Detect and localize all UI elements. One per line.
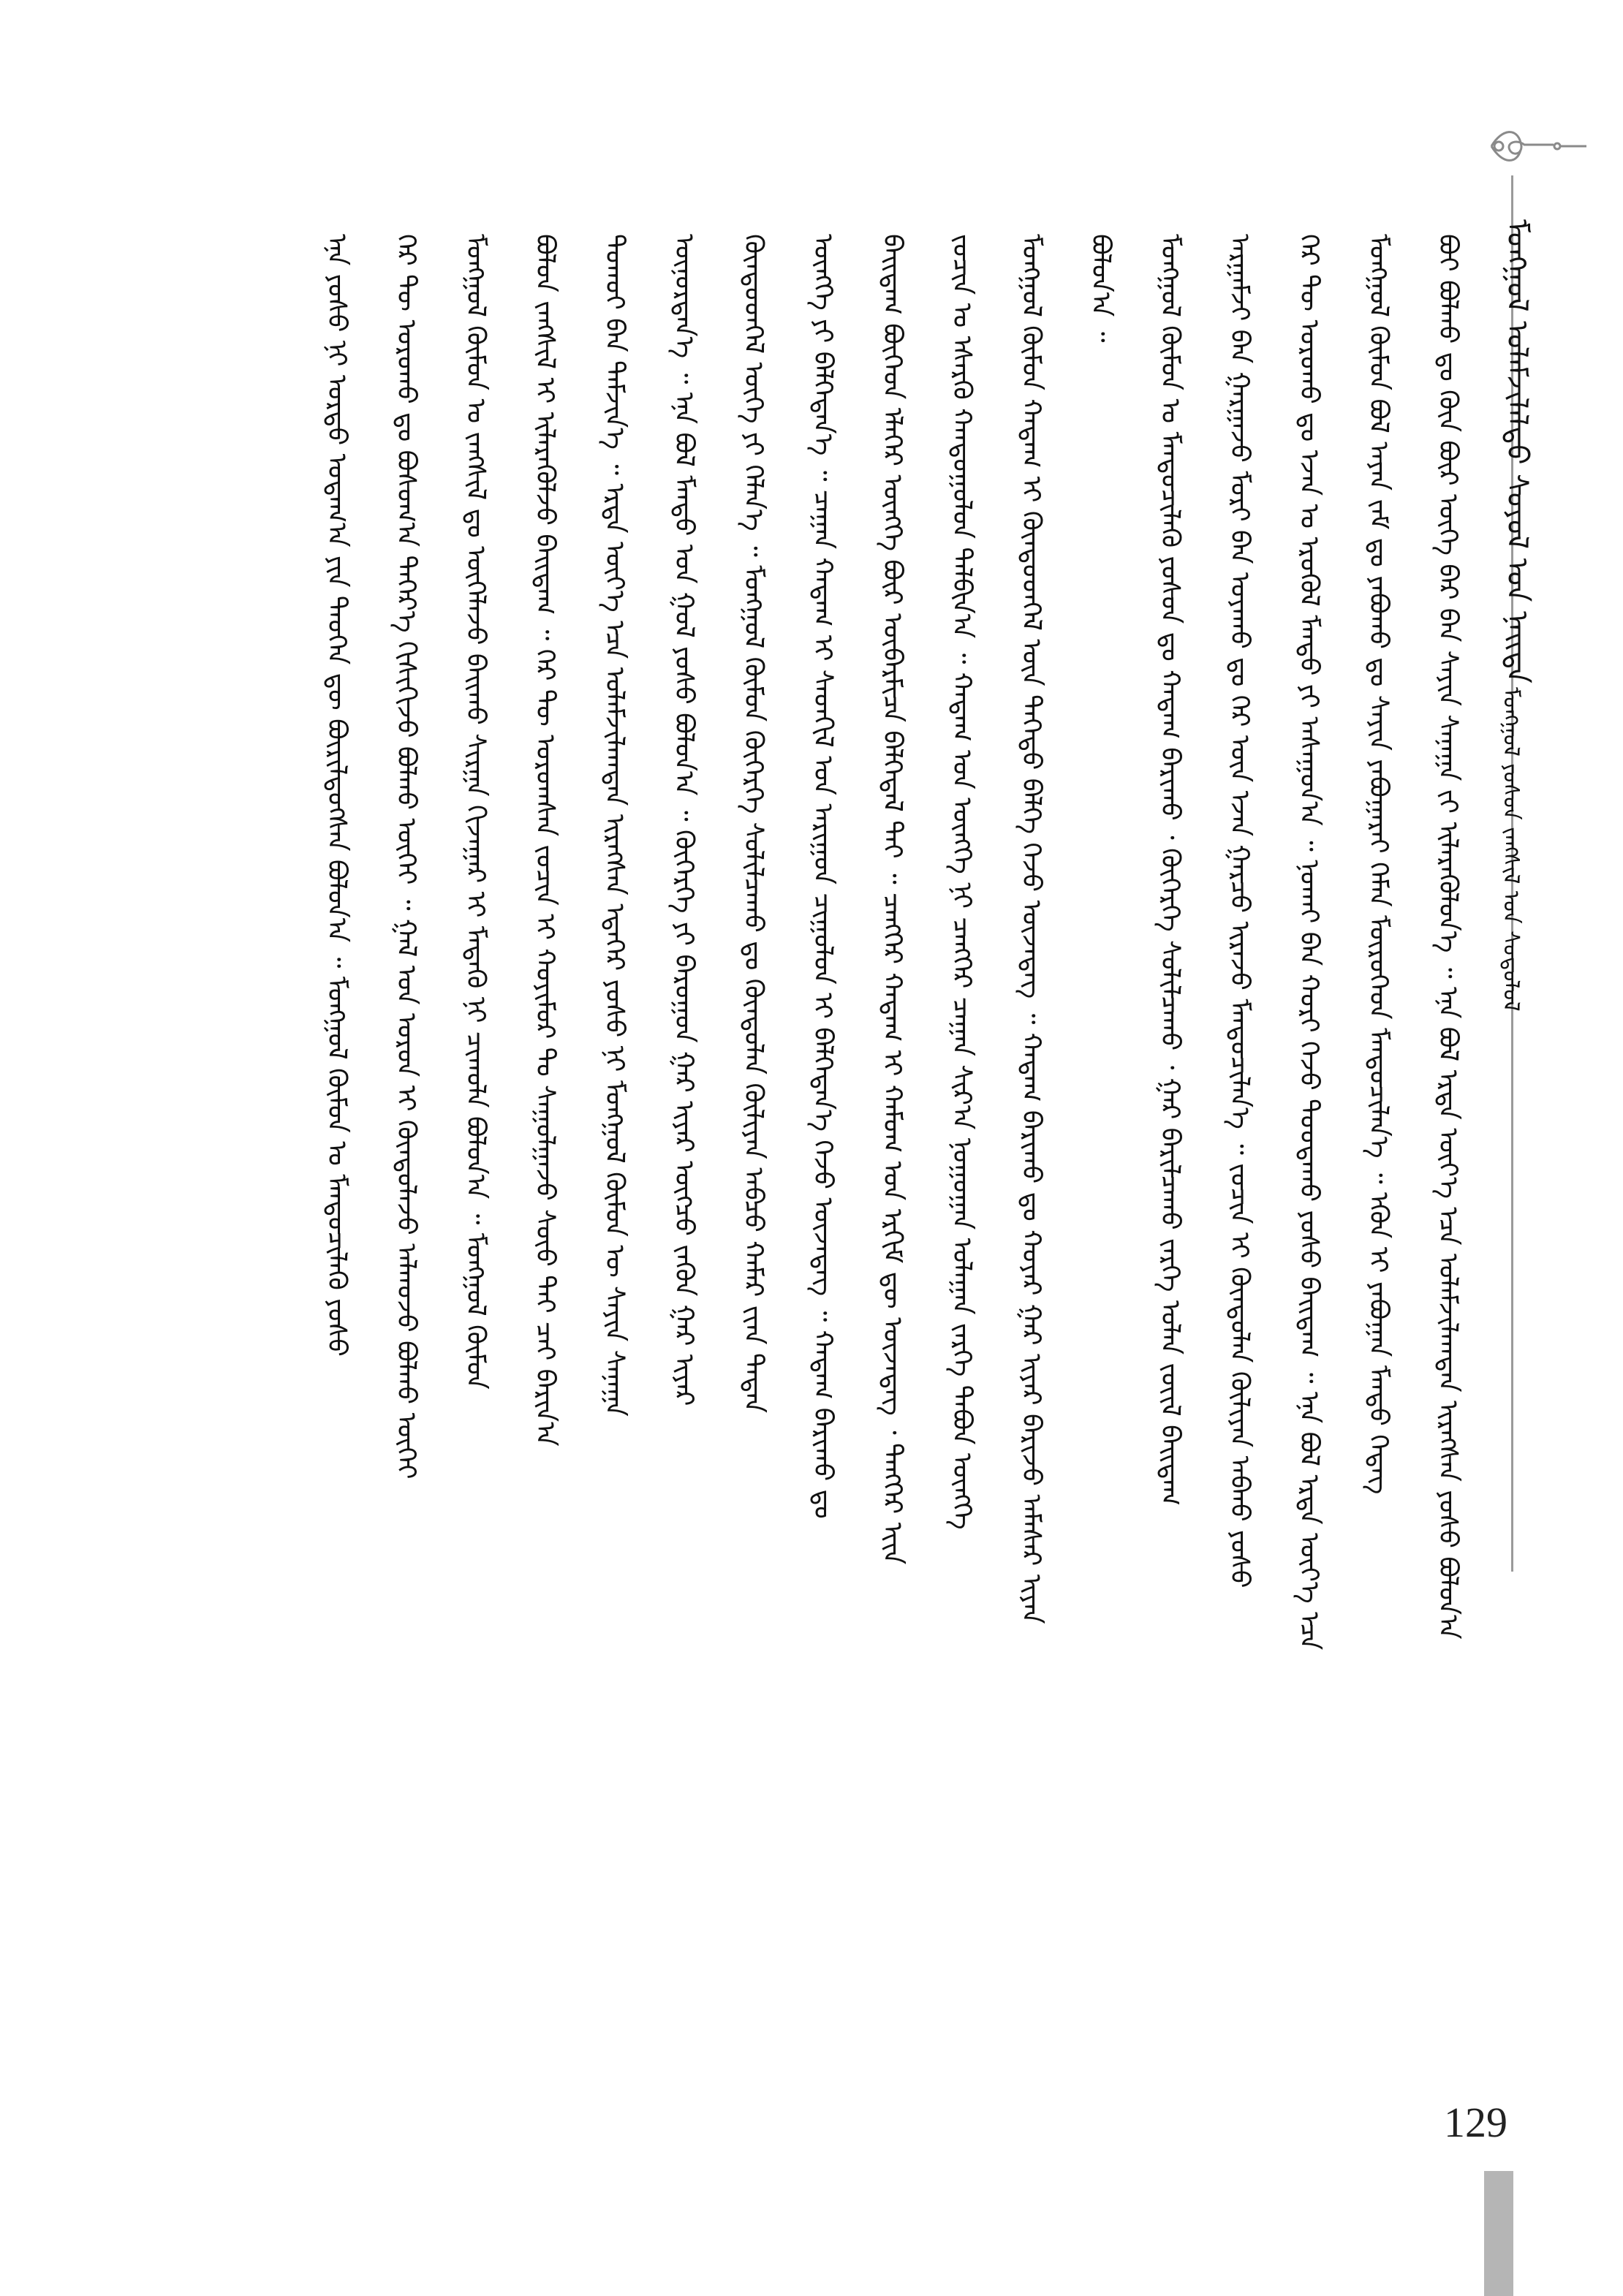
text-line: ᠪᠣᠯᠤᠨ᠎ᠠ ᠃ xyxy=(1086,234,1116,343)
thumb-tab xyxy=(1484,2171,1513,2296)
header-subtitle: ᠮᠣᠩᠭᠣᠯ ᠶᠣᠰᠣᠨ ᠵᠠᠩᠰᠢᠯ ᠤᠨ ᠰᠤᠳᠤᠯᠤᠯ xyxy=(1498,687,1524,1012)
header-title: ᠮᠣᠩᠭᠣᠯ ᠤᠯᠠᠮᠵᠢᠯᠠᠯᠲᠤ ᠰᠤᠶᠤᠯ ᠤᠨ ᠨᠡᠢᠲᠡ xyxy=(1500,219,1534,683)
text-line: ᠮᠣᠩᠭᠣᠯ ᠬᠦᠮᠦᠨ ᠤ ᠵᠠᠩᠰᠢᠯ ᠳᠤ ᠥᠭᠡᠯᠡᠵᠦ ᠪᠠᠢᠬᠤ ᠰᠢᠷᠭᠠ ᠬᠢᠵᠠᠭᠠᠷ ᠢ ᠮᠡᠳᠡᠬᠦ ᠨᠢ ᠴᠢᠬᠤᠯᠠ ᠪᠣᠯᠤᠨ᠎ᠠ ᠃ ᠮᠣᠩᠭᠣᠯ ᠬᠦᠮᠦᠨ xyxy=(461,234,491,1390)
text-line: ᠪᠣᠢ ᠪᠣᠯᠬᠤ ᠳᠤ ᠬᠦᠨ ᠪᠦᠷ ᠦᠭᠡ ᠪᠡᠷ ᠪᠡᠨ ᠰᠠᠶᠢᠨ ᠰᠠᠨᠠᠭᠠ ᠵᠢ ᠢᠯᠡᠷᠡᠭᠦᠯᠦᠨ᠎ᠡ ᠃ ᠡᠨᠡ ᠪᠣᠯ ᠡᠷᠲᠡ ᠦᠶ᠎ᠡ ᠡᠴᠡ ᠤᠯᠠᠮᠵᠢᠯᠠᠭᠳᠠᠨ ᠢᠷᠡᠭᠰᠡᠨ ᠶᠣᠰᠣ ᠪᠣᠯᠤᠨ᠎ᠠ xyxy=(1433,234,1463,1640)
text-line: ᠪᠣᠯᠤᠨ ᠵᠠᠩᠰᠢᠯ ᠢ ᠢᠯᠡᠷᠡᠭᠦᠯᠵᠦ ᠪᠠᠢᠳᠠᠭ ᠃ ᠭᠡᠷ ᠲᠦ ᠣᠷᠣᠭᠰᠠᠨ ᠵᠣᠴᠢᠨ ᠢ ᠬᠣᠶᠢᠮᠣᠷ ᠲᠤ ᠰᠠᠭᠤᠯᠭᠠᠵᠤ ᠰᠦᠦ ᠲᠡᠢ ᠴᠠᠢ ᠪᠠᠷᠢᠨ᠎ᠠ xyxy=(530,234,560,1447)
text-line: ᠮᠣᠩᠭᠣᠯ ᠬᠦᠮᠦᠨ ᠪᠣᠯ ᠠᠶᠠᠨ ᠵᠠᠮ ᠳᠤ ᠶᠠᠪᠤᠬᠤ ᠳᠤ ᠰᠠᠶᠢᠨ ᠶᠠᠪᠤᠭᠠᠷᠠᠢ ᠬᠡᠮᠡᠨ ᠮᠦᠷᠦᠭᠡᠳ ᠮᠡᠨᠳᠦᠴᠢᠯᠡᠨ᠎ᠡ ᠃ ᠡᠭᠦᠨ ᠢ ᠶᠠᠪᠤᠭᠠᠨ ᠮᠡᠨᠳᠦ ᠭᠡᠳᠡᠭ xyxy=(1363,234,1393,1495)
body-text xyxy=(183,234,1469,2156)
text-line: ᠭᠡᠷ ᠲᠦ ᠣᠷᠣᠬᠤ ᠳᠤ ᠪᠣᠰᠣᠭ᠎ᠠ ᠳᠡᠭᠡᠷ᠎ᠡ ᠭᠢᠰᠢᠭᠢᠵᠦ ᠪᠣᠯᠬᠤ ᠦᠭᠡᠢ ᠃ ᠭᠠᠯ ᠤᠨ ᠣᠷᠣᠨ ᠢ ᠬᠦᠨᠳᠦᠯᠡᠵᠦ ᠠᠯᠬᠤᠵᠤ ᠪᠣᠯᠬᠤ ᠦᠭᠡᠢ xyxy=(391,234,421,1479)
text-line: ᠮᠣᠩᠭᠣᠯ ᠬᠦᠮᠦᠨ ᠬᠠᠳᠠᠭ ᠢ ᠬᠦᠨᠳᠦᠳᠬᠡᠯ ᠦᠨ ᠳᠡᠭᠡᠳᠦ ᠪᠡᠯᠭᠡ ᠭᠡᠵᠦ ᠦᠵᠡᠳᠡᠭ ᠃ ᠬᠠᠳᠠᠭ ᠪᠠᠷᠢᠬᠤ ᠳᠤ ᠬᠣᠶᠠᠷ ᠭᠠᠷ ᠢᠶᠠᠷ ᠪᠠᠷᠢᠵᠤ ᠠᠮᠠᠰᠠᠷ ᠢᠶᠠᠨ xyxy=(1016,234,1046,1624)
running-header xyxy=(1491,175,1557,1579)
text-line: ᠲᠣᠬᠣᠢ ᠪᠡᠨ ᠳᠡᠮᠵᠢᠨ᠎ᠡ ᠃ ᠡᠷᠲᠡ ᠦᠶ᠎ᠡ ᠡᠴᠡ ᠤᠯᠠᠮᠵᠢᠯᠠᠭᠳᠠᠨ ᠢᠷᠡᠭᠰᠡᠨ ᠡᠳᠡᠭᠡᠷ ᠶᠣᠰᠣ ᠨᠢ ᠮᠣᠩᠭᠣᠯ ᠬᠦᠮᠦᠨ ᠦ ᠰᠠᠶᠢᠨ ᠰᠠᠨᠠᠭᠠ xyxy=(599,234,629,1417)
header-ornament-icon xyxy=(1484,124,1594,168)
page-number: 129 xyxy=(1444,2099,1507,2146)
text-line: ᠡᠨᠡ ᠶᠣᠰᠣ ᠨᠢ ᠤᠷᠲᠤ ᠤᠳᠠᠭ᠎ᠠ ᠶᠢᠨ ᠲᠡᠦᠬᠡᠨ ᠳᠦ ᠪᠦᠷᠢᠯᠳᠦᠭᠰᠡᠨ ᠪᠣᠯᠤᠨ᠎ᠠ ᠃ ᠮᠣᠩᠭᠣᠯ ᠬᠦᠮᠦᠨ ᠤ ᠮᠡᠨᠳᠦᠴᠢᠯᠡᠬᠦ ᠶᠣᠰᠣ xyxy=(322,234,352,1357)
text-line: ᠭᠡᠷ ᠲᠦ ᠣᠷᠣᠬᠤ ᠳᠤ ᠡᠵᠡᠨ ᠤ ᠡᠷᠦᠭᠦᠯ ᠮᠡᠨᠳᠦ ᠶᠢ ᠠᠰᠠᠭᠤᠨ᠎ᠠ ᠃ ᠨᠣᠬᠠᠢ ᠪᠠᠨ ᠬᠣᠷᠢ ᠭᠡᠵᠦ ᠳᠤᠤᠳᠠᠬᠤ ᠶᠣᠰᠣ ᠪᠠᠢᠳᠠᠭ ᠃ ᠡᠨᠡ ᠪᠣᠯ ᠡᠷᠲᠡ ᠦᠶ᠎ᠡ ᠡᠴᠡ xyxy=(1294,234,1324,1651)
text-line: ᠠᠷᠭᠠᠮᠵᠢ ᠪᠠᠨ ᠭᠠᠷᠭᠠᠵᠤ ᠮᠣᠷᠢ ᠪᠠᠨ ᠤᠶᠠᠬᠤ ᠳᠤ ᠭᠡᠷ ᠦᠨ ᠡᠵᠡᠨ ᠭᠠᠷᠴᠤ ᠢᠷᠡᠵᠦ ᠮᠡᠨᠳᠦᠴᠢᠯᠡᠨ᠎ᠡ ᠃ ᠵᠣᠴᠢᠨ ᠢ ᠬᠦᠨᠳᠦᠯᠡᠨ ᠬᠦᠯᠢᠶᠡᠨ ᠠᠪᠬᠤ ᠶᠣᠰᠣ xyxy=(1225,234,1255,1588)
text-line: ᠪᠠᠢᠳᠠᠭ ᠪᠥᠭᠡᠳ ᠡᠯᠡᠭᠡᠷ ᠥᠩᠭᠡ ᠪᠦᠷ ᠥᠪᠡᠷᠮᠢᠴᠡ ᠪᠡᠯᠭᠡᠳᠡᠯ ᠲᠠᠢ ᠃ ᠴᠡᠩᠬᠡᠷ ᠬᠠᠳᠠᠭ ᠢ ᠬᠠᠮᠤᠭ ᠤᠨ ᠡᠷᠬᠢᠮ ᠳᠦ ᠦᠵᠡᠳᠡᠭ ᠂ ᠲᠡᠩᠭᠡᠷ ᠢᠢᠨ xyxy=(877,234,907,1565)
text-line: ᠮᠣᠩᠭᠣᠯ ᠬᠦᠮᠦᠨ ᠤ ᠮᠡᠨᠳᠦᠴᠢᠯᠡᠬᠦ ᠶᠣᠰᠣᠨ ᠳᠤ ᠬᠠᠳᠠᠭ ᠪᠠᠷᠢᠬᠤ ᠂ ᠬᠥᠭᠡᠷᠭᠡ ᠰᠣᠯᠢᠯᠴᠠᠬᠤ ᠂ ᠭᠠᠷ ᠪᠠᠷᠢᠯᠴᠠᠬᠤ ᠵᠡᠷᠭᠡ ᠣᠯᠠᠨ ᠵᠦᠢᠯ ᠪᠠᠢᠳᠠᠭ xyxy=(1155,234,1185,1506)
text-line: ᠦᠨᠦᠷᠲᠡᠨ᠎ᠡ ᠃ ᠡᠨᠡ ᠪᠣᠯ ᠮᠡᠨᠳᠦ ᠤᠨ ᠭᠣᠯ ᠶᠣᠰᠣ ᠪᠣᠯᠤᠨ᠎ᠠ ᠃ ᠬᠥᠭᠡᠷᠭᠡ ᠶᠢ ᠪᠠᠷᠤᠭᠤᠨ ᠭᠠᠷ ᠢᠶᠠᠷ ᠥᠭᠴᠦ ᠵᠡᠭᠦᠨ ᠭᠠᠷ ᠢᠶᠠᠷ xyxy=(669,234,699,1406)
text-line: ᠵᠣᠴᠢᠨ ᠤ ᠡᠰᠡᠷᠭᠦ ᠬᠠᠨᠳᠤᠭᠤᠯᠤᠨ ᠲᠠᠯᠪᠢᠨ᠎ᠠ ᠃ ᠬᠠᠳᠠᠭ ᠤᠨ ᠥᠩᠭᠡ ᠨᠢ ᠴᠡᠩᠬᠡᠷ ᠴᠠᠭᠠᠨ ᠰᠢᠷ᠎ᠠ ᠨᠣᠭᠣᠭᠠᠨ ᠤᠯᠠᠭᠠᠨ ᠵᠡᠷᠭᠡ ᠲᠠᠪᠤᠨ ᠥᠩᠭᠡ xyxy=(947,234,977,1530)
text-line: ᠬᠦᠨᠳᠦᠳᠬᠡᠯ ᠦᠭᠡ ᠶᠢ ᠬᠡᠯᠡᠨ᠎ᠡ ᠃ ᠮᠣᠩᠭᠣᠯ ᠬᠦᠮᠦᠨ ᠬᠥᠭᠡᠷᠭᠡ ᠰᠣᠯᠢᠯᠴᠠᠬᠤ ᠳᠤ ᠬᠦᠨᠳᠦᠯᠡᠨ ᠬᠦᠯᠢᠶᠡᠨ ᠠᠪᠴᠤ ᠬᠠᠮᠠᠷ ᠵᠢᠨᠨ ᠲᠠᠲᠠᠨ xyxy=(738,234,768,1413)
text-line xyxy=(245,234,289,2134)
text-line: ᠥᠩᠭᠡ ᠶᠢ ᠪᠡᠯᠭᠡᠳᠡᠨ᠎ᠡ ᠃ ᠴᠠᠭᠠᠨ ᠬᠠᠳᠠᠭ ᠢ ᠰᠡᠳᠬᠢᠯ ᠤᠨ ᠠᠷᠢᠭᠤᠨ ᠴᠢᠭᠤᠯᠤᠨ ᠢ ᠪᠡᠯᠭᠡᠳᠡᠨ᠎ᠡ ᠭᠡᠵᠦ ᠦᠵᠡᠳᠡᠭ ᠃ ᠬᠠᠳᠠᠭ ᠪᠠᠷᠢᠬᠤ ᠳᠤ xyxy=(808,234,838,1519)
